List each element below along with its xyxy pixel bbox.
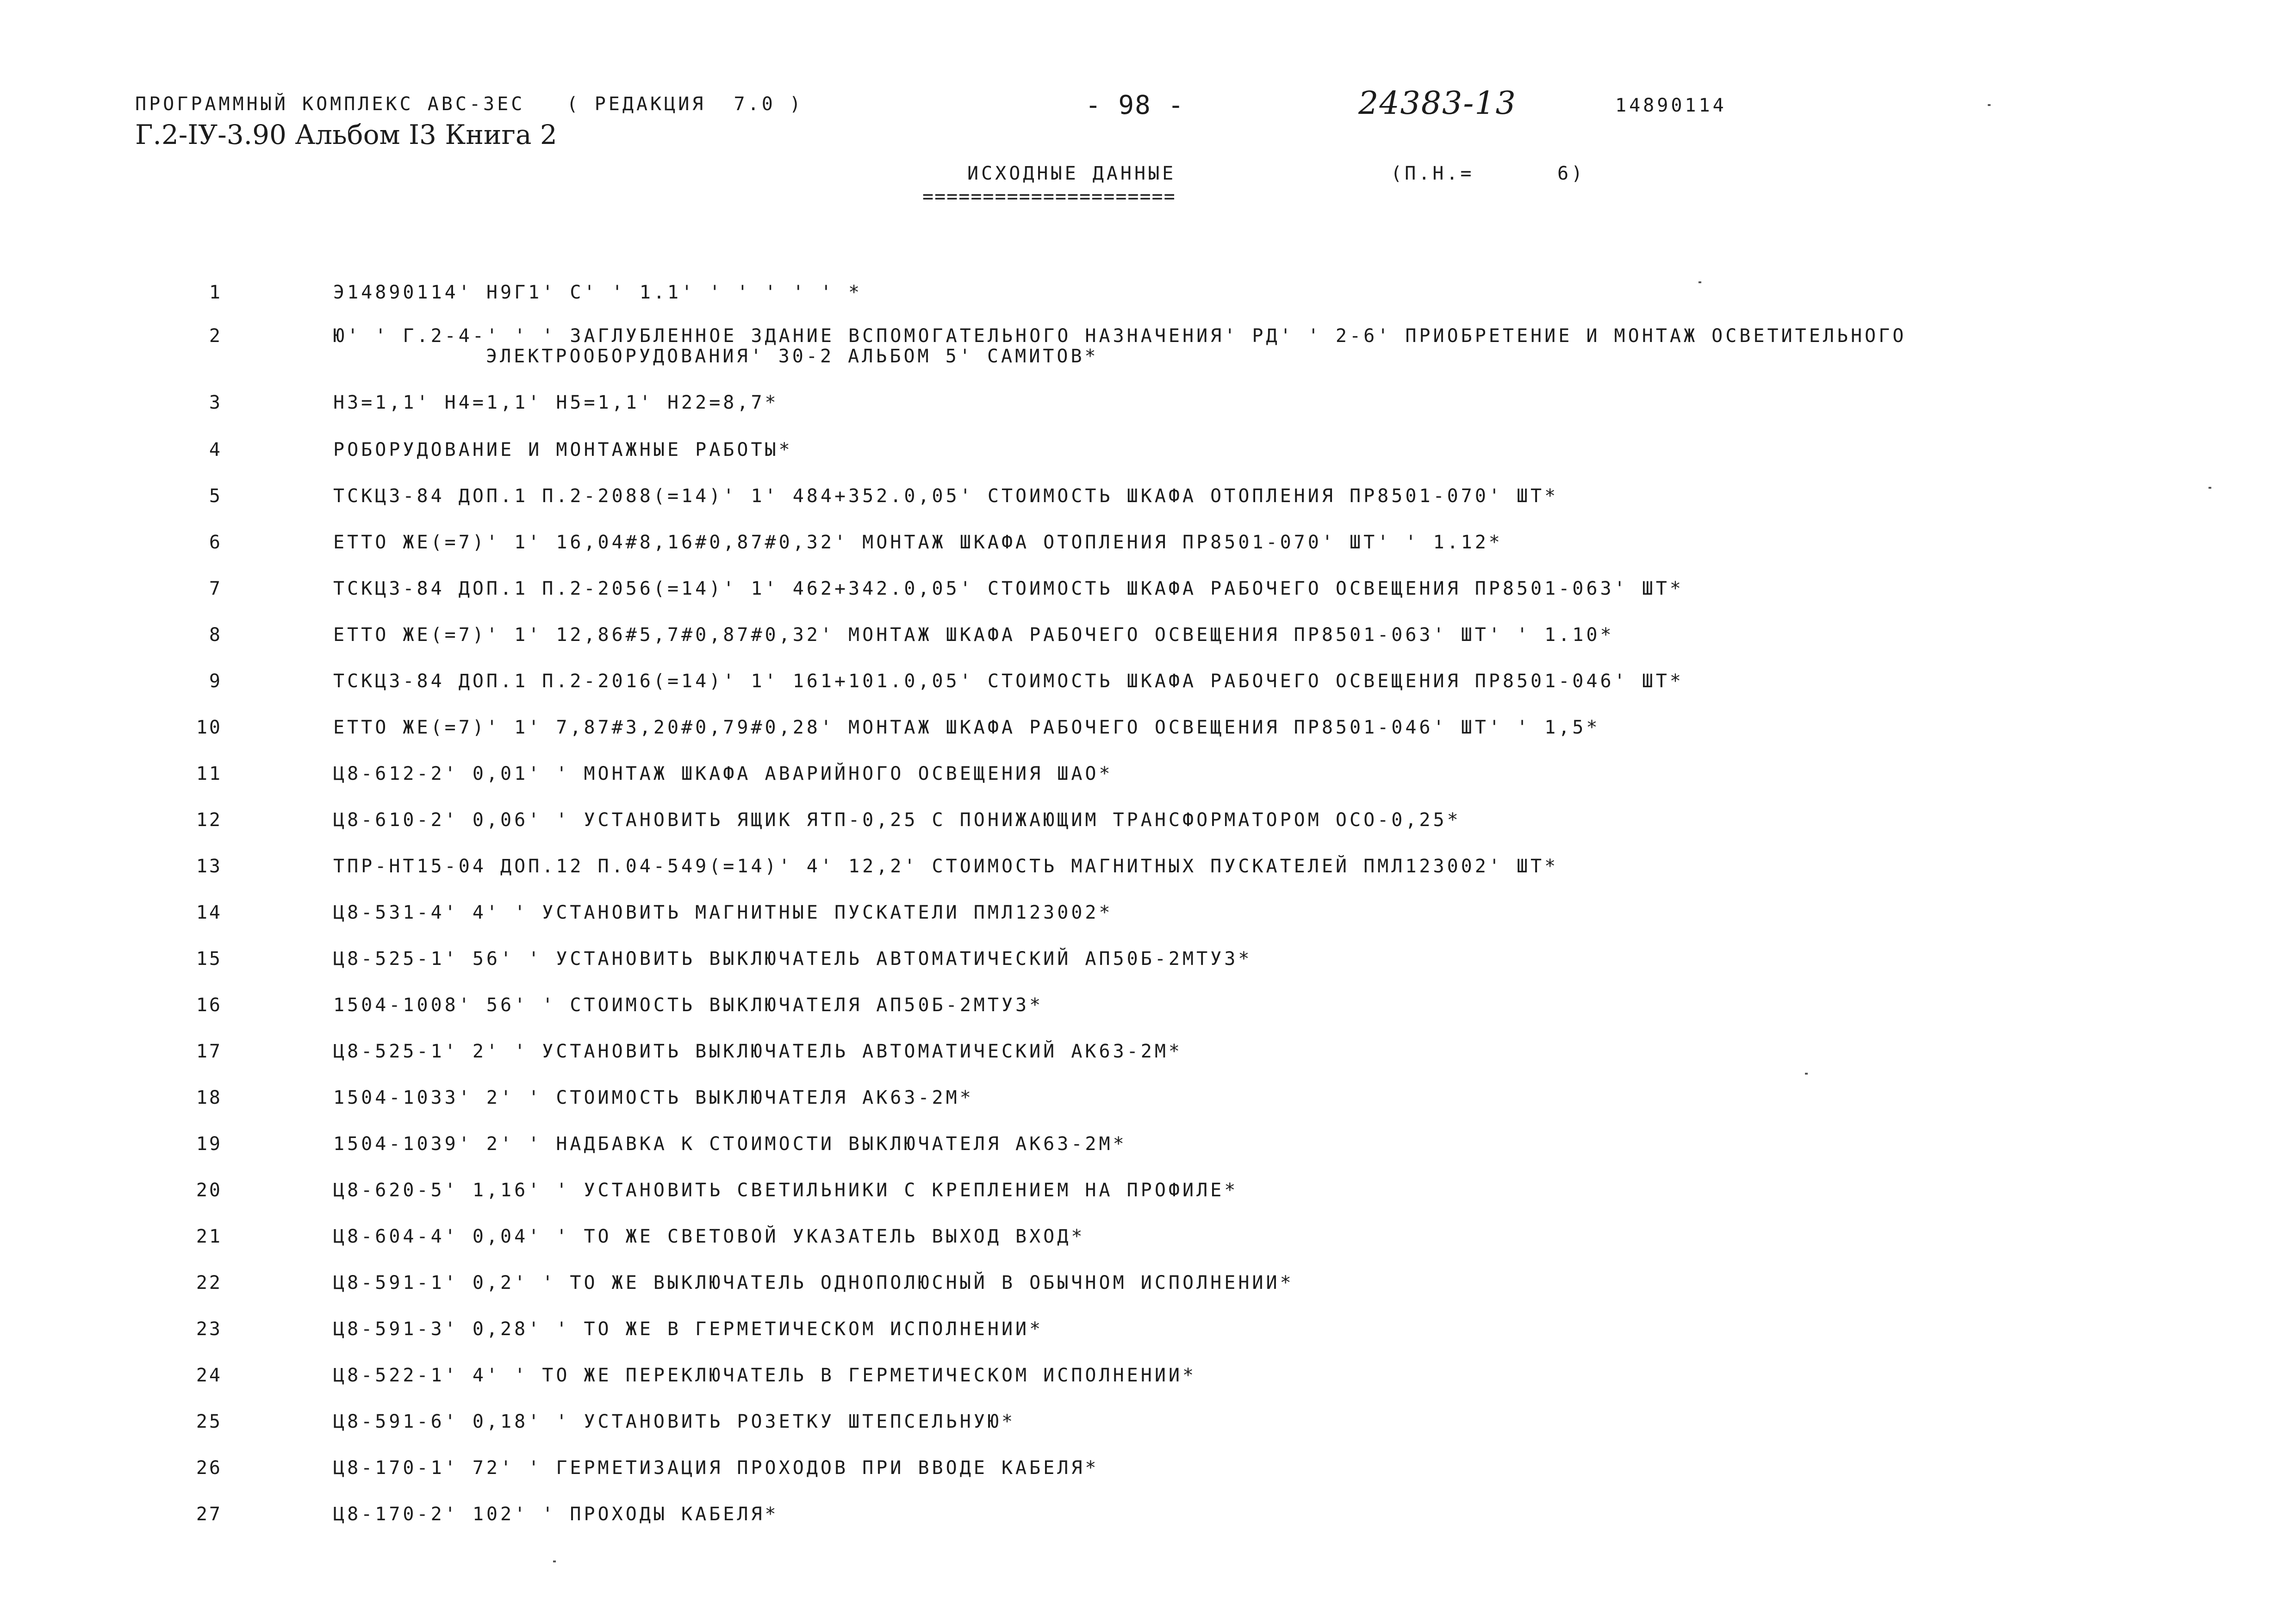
line-number: 25 (196, 1411, 222, 1432)
page-number: - 98 - (1085, 90, 1185, 120)
scan-speck (1988, 104, 1991, 106)
line-number: 20 (196, 1180, 222, 1201)
document-number: 24383-13 (1358, 85, 1517, 122)
line-number: 19 (196, 1133, 222, 1155)
line-number: 23 (196, 1318, 222, 1340)
line-text: 1504-1008' 56' ' СТОИМОСТЬ ВЫКЛЮЧАТЕЛЯ АП50Б-2МТУ3* (333, 995, 1044, 1016)
line-number: 18 (196, 1087, 222, 1108)
program-title: ПРОГРАММНЫЙ КОМПЛЕКС АВС-3ЕС ( РЕДАКЦИЯ 7.0 ) (135, 93, 803, 115)
line-text: ТСКЦ3-84 ДОП.1 П.2-2016(=14)' 1' 161+101.0,05' СТОИМОСТЬ ШКАФА РАБОЧЕГО ОСВЕЩЕНИЯ ПР8501-046' ШТ* (333, 671, 1684, 692)
scan-speck (2209, 487, 2211, 489)
line-number: 4 (209, 439, 222, 460)
line-text: Ц8-612-2' 0,01' ' МОНТАЖ ШКАФА АВАРИЙНОГО ОСВЕЩЕНИЯ ШАО* (333, 763, 1113, 784)
line-number: 13 (196, 856, 222, 877)
line-text: Ц8-522-1' 4' ' ТО ЖЕ ПЕРЕКЛЮЧАТЕЛЬ В ГЕРМЕТИЧЕСКОМ ИСПОЛНЕНИИ* (333, 1365, 1197, 1386)
line-text: Ц8-531-4' 4' ' УСТАНОВИТЬ МАГНИТНЫЕ ПУСКАТЕЛИ ПМЛ123002* (333, 902, 1113, 923)
line-text: ТСКЦ3-84 ДОП.1 П.2-2088(=14)' 1' 484+352.0,05' СТОИМОСТЬ ШКАФА ОТОПЛЕНИЯ ПР8501-070' ШТ* (333, 485, 1559, 507)
line-number: 16 (196, 995, 222, 1016)
scan-speck (1805, 1073, 1808, 1075)
line-text: Ц8-525-1' 56' ' УСТАНОВИТЬ ВЫКЛЮЧАТЕЛЬ АВТОМАТИЧЕСКИЙ АП50Б-2МТУ3* (333, 948, 1252, 970)
line-number: 8 (209, 624, 222, 646)
line-text: Ц8-591-1' 0,2' ' ТО ЖЕ ВЫКЛЮЧАТЕЛЬ ОДНОПОЛЮСНЫЙ В ОБЫЧНОМ ИСПОЛНЕНИИ* (333, 1272, 1294, 1293)
line-number: 3 (209, 392, 222, 413)
line-number: 10 (196, 717, 222, 738)
line-number: 5 (209, 485, 222, 507)
scan-speck (553, 1561, 556, 1562)
line-text: Э14890114' Н9Г1' С' ' 1.1' ' ' ' ' ' * (333, 282, 863, 303)
line-text: Ц8-170-1' 72' ' ГЕРМЕТИЗАЦИЯ ПРОХОДОВ ПРИ ВВОДЕ КАБЕЛЯ* (333, 1457, 1099, 1479)
line-number: 1 (209, 282, 222, 303)
line-number: 12 (196, 809, 222, 831)
line-text: Ц8-591-3' 0,28' ' ТО ЖЕ В ГЕРМЕТИЧЕСКОМ ИСПОЛНЕНИИ* (333, 1318, 1044, 1340)
line-number: 26 (196, 1457, 222, 1479)
line-text: Ц8-525-1' 2' ' УСТАНОВИТЬ ВЫКЛЮЧАТЕЛЬ АВТОМАТИЧЕСКИЙ АК63-2М* (333, 1041, 1183, 1062)
line-number: 7 (209, 578, 222, 599)
line-number: 22 (196, 1272, 222, 1293)
line-text: 1504-1039' 2' ' НАДБАВКА К СТОИМОСТИ ВЫКЛЮЧАТЕЛЯ АК63-2М* (333, 1133, 1127, 1155)
line-text: ТПР-НТ15-04 ДОП.12 П.04-549(=14)' 4' 12,2' СТОИМОСТЬ МАГНИТНЫХ ПУСКАТЕЛЕЙ ПМЛ123002' ШТ* (333, 856, 1559, 877)
line-text: ТСКЦ3-84 ДОП.1 П.2-2056(=14)' 1' 462+342.0,05' СТОИМОСТЬ ШКАФА РАБОЧЕГО ОСВЕЩЕНИЯ ПР8501-063' ШТ* (333, 578, 1684, 599)
line-number: 15 (196, 948, 222, 970)
line-number: 2 (209, 325, 222, 347)
line-continuation: ЭЛЕКТРООБОРУДОВАНИЯ' 30-2 АЛЬБОМ 5' САМИТОВ* (486, 346, 1099, 367)
page-count-label: (П.Н.= (1391, 163, 1475, 184)
line-text: 1504-1033' 2' ' СТОИМОСТЬ ВЫКЛЮЧАТЕЛЯ АК63-2М* (333, 1087, 974, 1108)
line-text: ЕТТО ЖЕ(=7)' 1' 16,04#8,16#0,87#0,32' МОНТАЖ ШКАФА ОТОПЛЕНИЯ ПР8501-070' ШТ' ' 1.12* (333, 532, 1503, 553)
album-reference: Г.2-IУ-3.90 Альбом I3 Книга 2 (135, 119, 557, 150)
line-number: 27 (196, 1504, 222, 1525)
section-underline: ===================== (922, 186, 1176, 207)
line-text: ЕТТО ЖЕ(=7)' 1' 7,87#3,20#0,79#0,28' МОНТАЖ ШКАФА РАБОЧЕГО ОСВЕЩЕНИЯ ПР8501-046' ШТ' ' 1,5* (333, 717, 1600, 738)
line-text: ЕТТО ЖЕ(=7)' 1' 12,86#5,7#0,87#0,32' МОНТАЖ ШКАФА РАБОЧЕГО ОСВЕЩЕНИЯ ПР8501-063' ШТ' ' 1.10* (333, 624, 1614, 646)
line-text: Ю' ' Г.2-4-' ' ' ЗАГЛУБЛЕННОЕ ЗДАНИЕ ВСПОМОГАТЕЛЬНОГО НАЗНАЧЕНИЯ' РД' ' 2-6' ПРИОБРЕТЕНИЕ И МОНТАЖ ОСВЕТИТЕЛЬНОГО (333, 325, 1907, 347)
section-title: ИСХОДНЫЕ ДАННЫЕ (967, 163, 1176, 184)
line-number: 11 (196, 763, 222, 784)
line-number: 24 (196, 1365, 222, 1386)
scan-speck (1699, 281, 1701, 283)
line-text: Н3=1,1' Н4=1,1' Н5=1,1' Н22=8,7* (333, 392, 779, 413)
line-text: РОБОРУДОВАНИЕ И МОНТАЖНЫЕ РАБОТЫ* (333, 439, 793, 460)
line-text: Ц8-610-2' 0,06' ' УСТАНОВИТЬ ЯЩИК ЯТП-0,25 С ПОНИЖАЮЩИМ ТРАНСФОРМАТОРОМ ОСО-0,25* (333, 809, 1461, 831)
line-number: 6 (209, 532, 222, 553)
line-text: Ц8-604-4' 0,04' ' ТО ЖЕ СВЕТОВОЙ УКАЗАТЕЛЬ ВЫХОД ВХОД* (333, 1226, 1085, 1247)
line-text: Ц8-170-2' 102' ' ПРОХОДЫ КАБЕЛЯ* (333, 1504, 779, 1525)
line-number: 21 (196, 1226, 222, 1247)
line-text: Ц8-591-6' 0,18' ' УСТАНОВИТЬ РОЗЕТКУ ШТЕПСЕЛЬНУЮ* (333, 1411, 1016, 1432)
line-number: 14 (196, 902, 222, 923)
line-number: 9 (209, 671, 222, 692)
code-number: 14890114 (1615, 95, 1727, 116)
line-number: 17 (196, 1041, 222, 1062)
page-count-value: 6) (1557, 163, 1586, 184)
line-text: Ц8-620-5' 1,16' ' УСТАНОВИТЬ СВЕТИЛЬНИКИ С КРЕПЛЕНИЕМ НА ПРОФИЛЕ* (333, 1180, 1238, 1201)
